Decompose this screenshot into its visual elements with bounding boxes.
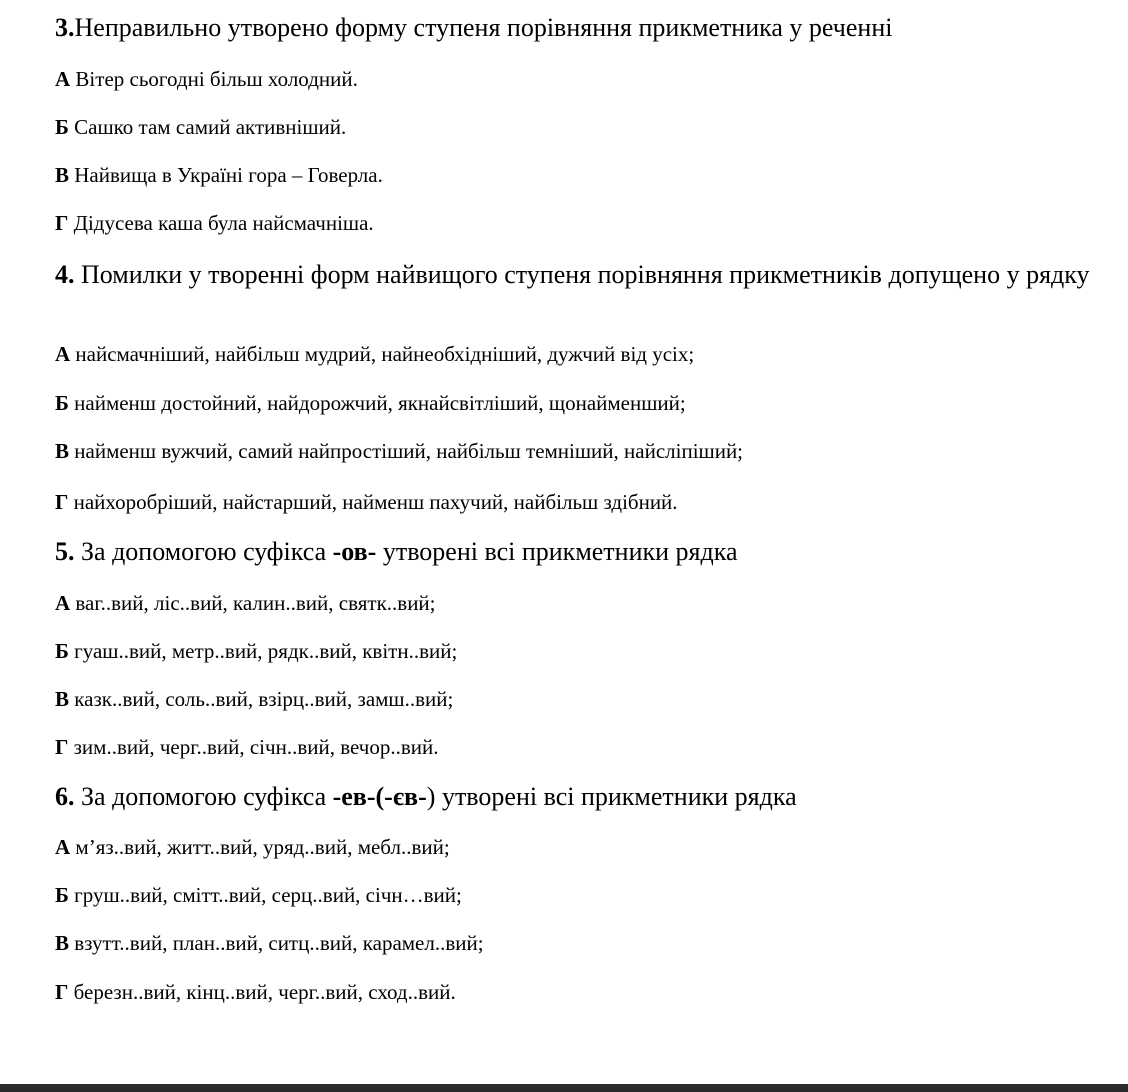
question-3-option-d xyxy=(55,211,374,235)
option-text: ваг..вий, ліс..вий, калин..вий, святк..вий; xyxy=(75,591,436,615)
option-letter: Г xyxy=(55,211,69,235)
question-number: 3. xyxy=(55,13,75,42)
option-text: Сашко там самий активніший. xyxy=(74,115,347,139)
option-text: Найвища в Україні гора – Говерла. xyxy=(74,163,383,187)
option-text: груш..вий, смітт..вий, серц..вий, січн…вий; xyxy=(74,883,462,907)
option-letter: Г xyxy=(55,735,69,759)
question-number: 6. xyxy=(55,782,75,811)
question-5-option-b xyxy=(55,639,457,663)
option-letter: В xyxy=(55,931,70,955)
option-text: казк..вий, соль..вий, взірц..вий, замш..вий; xyxy=(74,687,454,711)
option-letter: Г xyxy=(55,980,69,1004)
suffix-label: -ов- xyxy=(332,537,377,566)
option-letter: Г xyxy=(55,490,69,514)
option-text: найменш достойний, найдорожчий, якнайсвітліший, щонайменший; xyxy=(74,391,686,415)
option-letter: В xyxy=(55,439,70,463)
option-text: найменш вужчий, самий найпростіший, найбільш темніший, найсліпіший; xyxy=(74,439,744,463)
question-5-option-d xyxy=(55,735,439,759)
option-text: Вітер сьогодні більш холодний. xyxy=(75,67,358,91)
question-text: Неправильно утворено форму ступеня порівняння прикметника у реченні xyxy=(74,13,893,42)
option-text: Дідусева каша була найсмачніша. xyxy=(73,211,374,235)
suffix-label: -ев-(-єв- xyxy=(332,782,427,811)
option-letter: Б xyxy=(55,391,69,415)
option-letter: А xyxy=(55,67,71,91)
question-text: За допомогою суфікса xyxy=(81,537,327,566)
question-3-option-b xyxy=(55,115,346,139)
question-6-option-b xyxy=(55,883,462,907)
question-text: утворені всі прикметники рядка xyxy=(441,782,797,811)
question-6-heading xyxy=(55,782,797,812)
option-letter: Б xyxy=(55,639,69,663)
option-text: м’яз..вий, житт..вий, уряд..вий, мебл..вий; xyxy=(75,835,450,859)
option-letter: В xyxy=(55,687,70,711)
option-letter: А xyxy=(55,342,71,366)
option-text: взутт..вий, план..вий, ситц..вий, карамел..вий; xyxy=(74,931,484,955)
question-4-option-a xyxy=(55,342,694,366)
question-3-heading xyxy=(55,13,892,43)
question-text: Помилки у творенні форм найвищого ступеня порівняння прикметників допущено у рядку xyxy=(81,260,1090,289)
question-text: утворені всі прикметники рядка xyxy=(382,537,738,566)
question-5-option-a xyxy=(55,591,436,615)
option-text: найхоробріший, найстарший, найменш пахучий, найбільш здібний. xyxy=(73,490,678,514)
question-5-option-c xyxy=(55,687,453,711)
question-text: За допомогою суфікса xyxy=(81,782,327,811)
question-number: 5. xyxy=(55,537,75,566)
question-number: 4. xyxy=(55,260,75,289)
question-6-option-a xyxy=(55,835,450,859)
question-3-option-c xyxy=(55,163,383,187)
option-letter: Б xyxy=(55,883,69,907)
option-text: найсмачніший, найбільш мудрий, найнеобхідніший, дужчий від усіх; xyxy=(75,342,695,366)
question-4-option-d xyxy=(55,490,678,514)
question-3-option-a xyxy=(55,67,358,91)
option-text: гуаш..вий, метр..вий, рядк..вий, квітн..вий; xyxy=(74,639,458,663)
option-letter: А xyxy=(55,591,71,615)
viewer-bottom-bar xyxy=(0,1084,1128,1092)
option-letter: А xyxy=(55,835,71,859)
question-6-option-d xyxy=(55,980,456,1004)
question-4-option-b xyxy=(55,391,686,415)
question-6-option-c xyxy=(55,931,484,955)
question-4-heading xyxy=(55,258,1115,291)
option-text: березн..вий, кінц..вий, черг..вий, сход..вий. xyxy=(73,980,456,1004)
option-text: зим..вий, черг..вий, січн..вий, вечор..вий. xyxy=(73,735,439,759)
suffix-close: ) xyxy=(426,782,436,811)
option-letter: Б xyxy=(55,115,69,139)
question-4-option-c xyxy=(55,439,743,463)
option-letter: В xyxy=(55,163,70,187)
question-5-heading xyxy=(55,537,738,567)
